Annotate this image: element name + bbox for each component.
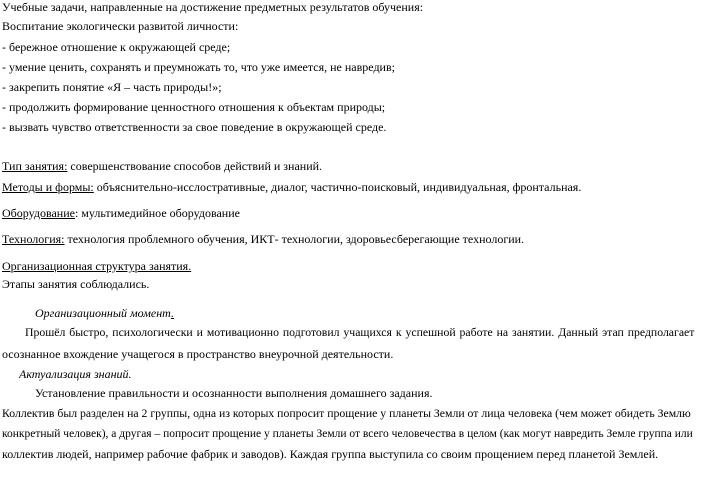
lesson-type [2,159,322,173]
equipment [2,206,240,220]
technology [2,232,524,246]
stage2-line-1: Установление правильности и осознанности выполнения домашнего задания. [35,386,433,400]
stage2-line-4: коллектив людей, например рабочие фабрик и заводов). Каждая группа выступила со своим прощением перед планетой Землей. [2,447,659,461]
stage1-title-dot: . [170,306,174,320]
stage2-line-3: конкретный человек), а другая – попросит прощение у планеты Земли от всего человечества в целом (как могут навредить Земле группа или [2,428,693,440]
stages-note: Этапы занятия соблюдались. [2,277,150,291]
goal-item-3: - закрепить понятие «Я – часть природы!»; [2,80,222,94]
structure-heading: Организационная структура занятия. [2,259,192,273]
goals-heading: Учебные задачи, направленные на достижение предметных результатов обучения: [2,0,424,14]
goal-item-5: - вызвать чувство ответственности за свое поведение в окружающей среде. [2,120,387,134]
goal-item-1: - бережное отношение к окружающей среде; [2,40,231,54]
methods-label: Методы и формы: [2,180,94,194]
technology-label: Технология: [2,232,65,246]
stage2-line-2: Коллектив был разделен на 2 группы, одна из которых попросит прощение у планеты Земли от лица человека (чем может обидеть Землю [2,407,691,420]
stage1-title [35,306,174,320]
methods-value: объяснительно-исслостративные, диалог, частично-поисковый, индивидуальная, фронтальная. [93,180,582,194]
technology-value: технология проблемного обучения, ИКТ- технологии, здоровьесберегающие технологии. [64,232,525,246]
stage2-title: Актуализация знаний. [19,367,132,381]
equipment-label: Оборудование [2,206,75,220]
stage1-line-2: осознанное вхождение учащегося в пространство внеурочной деятельности. [2,347,394,361]
stage1-line-1: Прошёл быстро, психологически и мотивационно подготовил учащихся к успешной работе на занятии. Данный этап предполагает [25,326,695,339]
goal-item-2: - умение ценить, сохранять и преумножать то, что уже имеется, не навредив; [2,60,395,74]
equipment-value: : мультимедийное оборудование [74,206,240,220]
stage1-title-text: Организационный момент [35,306,171,320]
methods [2,180,581,194]
goal-item-4: - продолжить формирование ценностного отношения к объектам природы; [2,100,386,114]
lesson-type-value: совершенствование способов действий и знаний. [67,159,323,173]
lesson-type-label: Тип занятия: [2,159,68,173]
goals-subheading: Воспитание экологически развитой личности: [2,19,239,33]
